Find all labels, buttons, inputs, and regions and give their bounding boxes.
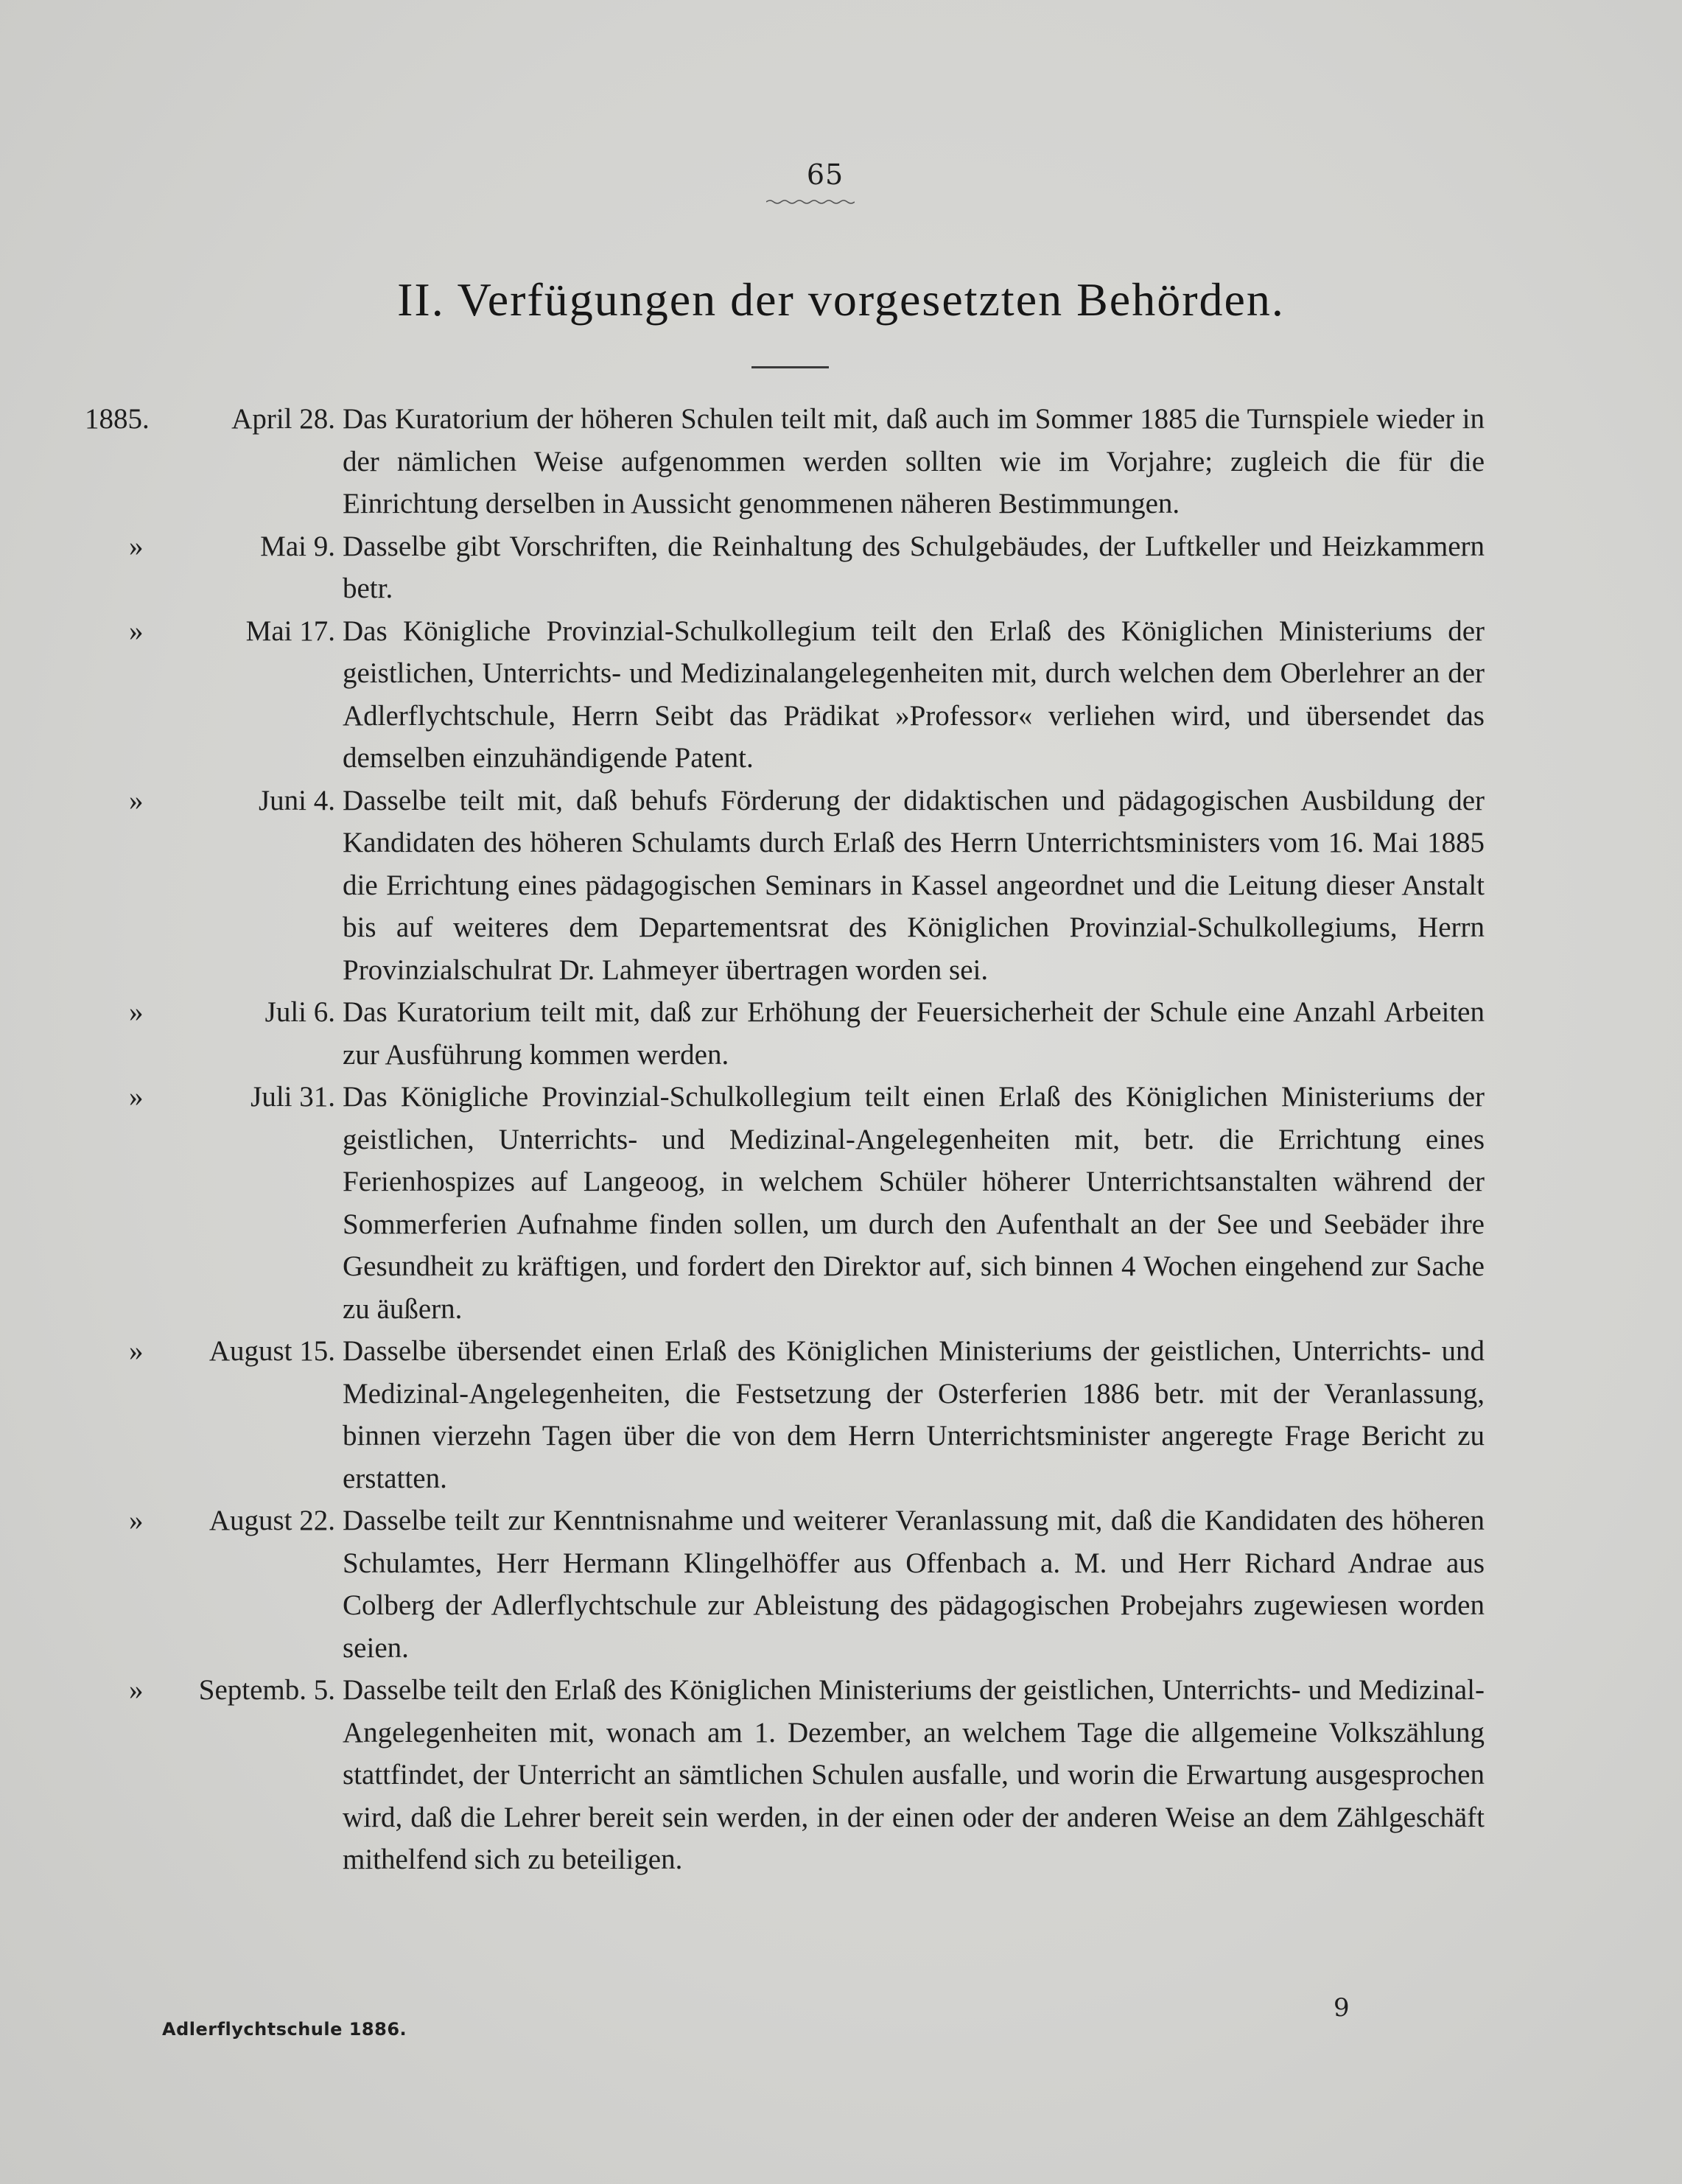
footer-publication: Adlerflychtschule 1886. [162, 2019, 407, 2040]
entry-ditto-mark: » [129, 784, 144, 816]
entry-ditto-mark: » [129, 1335, 144, 1367]
entry-text: Dasselbe übersendet einen Erlaß des Königlichen Ministeriums der geistlichen, Unterrichts- und Medizinal-Angelegenheiten, die Festsetzung der Osterferien 1886 betr. mit der Veranlassung, binnen vierzehn Tagen über die von dem Herrn Unterrichtsminister angeregte Frage Bericht zu erstatten. [343, 1335, 1485, 1494]
entry-text: Das Kuratorium teilt mit, daß zur Erhöhung der Feuersicherheit der Schule eine Anzahl Arbeiten zur Ausführung kommen werden. [343, 996, 1485, 1071]
entry-ditto-mark: » [129, 530, 144, 562]
entries-list [0, 398, 1682, 1881]
entry-juni-4 [0, 780, 1682, 992]
footer-signature-mark: 9 [1334, 1993, 1350, 2023]
entry-text: Das Königliche Provinzial-Schulkollegium teilt einen Erlaß des Königlichen Ministeriums der geistlichen, Unterrichts- und Medizinal-Angelegenheiten mit, betr. die Errichtung eines Ferienhospizes auf Langeoog, in welchem Schüler höherer Unterrichtsanstalten während der Sommerferien Aufnahme finden sollen, um durch den Aufenthalt an der See und Seebäder ihre Gesundheit zu kräftigen, und fordert den Direktor auf, sich binnen 4 Wochen eingehend zur Sache zu äußern. [343, 1081, 1485, 1325]
entry-text: Dasselbe teilt mit, daß behufs Förderung der didaktischen und pädagogischen Ausbildung der Kandidaten des höheren Schulamts durch Erlaß des Herrn Unterrichtsministers vom 16. Mai 1885 die Errichtung eines pädagogischen Seminars in Kassel angeordnet und die Leitung dieser Anstalt bis auf weiteres dem Departementsrat des Königlichen Provinzial-Schulkollegiums, Herrn Provinzialschulrat Dr. Lahmeyer übertragen worden sei. [343, 784, 1485, 986]
entry-text: Das Königliche Provinzial-Schulkollegium teilt den Erlaß des Königlichen Ministeriums der geistlichen, Unterrichts- und Medizinalangelegenheiten mit, durch welchen dem Oberlehrer an der Adlerflychtschule, Herrn Seibt das Prädikat »Professor« verliehen wird, und übersendet das demselben einzuhändigende Patent. [343, 615, 1485, 774]
entry-august-15 [0, 1330, 1682, 1499]
entry-day: August 15. [209, 1335, 335, 1367]
entry-ditto-mark: » [129, 615, 144, 647]
entry-text: Das Kuratorium der höheren Schulen teilt mit, daß auch im Sommer 1885 die Turnspiele wieder in der nämlichen Weise aufgenommen werden sollten wie im Vorjahre; zugleich die für die Einrichtung derselben in Aussicht genommenen näheren Bestimmungen. [343, 403, 1485, 519]
entry-day: Septemb. 5. [198, 1674, 335, 1706]
entry-day: Mai 9. [260, 530, 335, 562]
entry-text: Dasselbe gibt Vorschriften, die Reinhaltung des Schulgebäudes, der Luftkeller und Heizkammern betr. [343, 530, 1485, 604]
entry-day: April 28. [231, 403, 335, 435]
entry-day: Juni 4. [258, 784, 335, 816]
entry-text: Dasselbe teilt zur Kenntnisnahme und weiterer Veranlassung mit, daß die Kandidaten des höheren Schulamtes, Herr Hermann Klingelhöffer aus Offenbach a. M. und Herr Richard Andrae aus Colberg der Adlerflychtschule zur Ableistung des pädagogischen Probejahrs zugewiesen worden seien. [343, 1505, 1485, 1664]
entry-day: Mai 17. [245, 615, 335, 647]
entry-ditto-mark: » [129, 996, 144, 1028]
entry-mai-17 [0, 610, 1682, 780]
entry-ditto-mark: » [129, 1674, 144, 1706]
entry-august-22 [0, 1499, 1682, 1669]
section-heading: II. Verfügungen der vorgesetzten Behörden. [397, 273, 1285, 326]
entry-juli-31 [0, 1076, 1682, 1330]
entry-day: Juli 31. [250, 1081, 335, 1113]
entry-september-5 [0, 1669, 1682, 1881]
entry-text: Dasselbe teilt den Erlaß des Königlichen Ministeriums der geistlichen, Unterrichts- und Medizinal-Angelegenheiten mit, wonach am 1. Dezember, an welchem Tage die allgemeine Volkszählung stattfindet, der Unterricht an sämtlichen Schulen ausfalle, und worin die Erwartung ausgesprochen wird, daß die Lehrer bereit sein werden, in der einen oder der anderen Weise an dem Zählgeschäft mithelfend sich zu beteiligen. [343, 1674, 1485, 1875]
entry-mai-9 [0, 525, 1682, 610]
entry-ditto-mark: » [129, 1081, 144, 1113]
page-number: 65 [806, 158, 844, 191]
entry-year: 1885. [85, 403, 150, 435]
heading-rule [751, 366, 829, 368]
entry-day: August 22. [209, 1505, 335, 1536]
entry-day: Juli 6. [264, 996, 335, 1028]
entry-april-28 [0, 398, 1682, 525]
entry-ditto-mark: » [129, 1505, 144, 1536]
page-number-ornament [766, 199, 855, 205]
entry-juli-6 [0, 991, 1682, 1076]
